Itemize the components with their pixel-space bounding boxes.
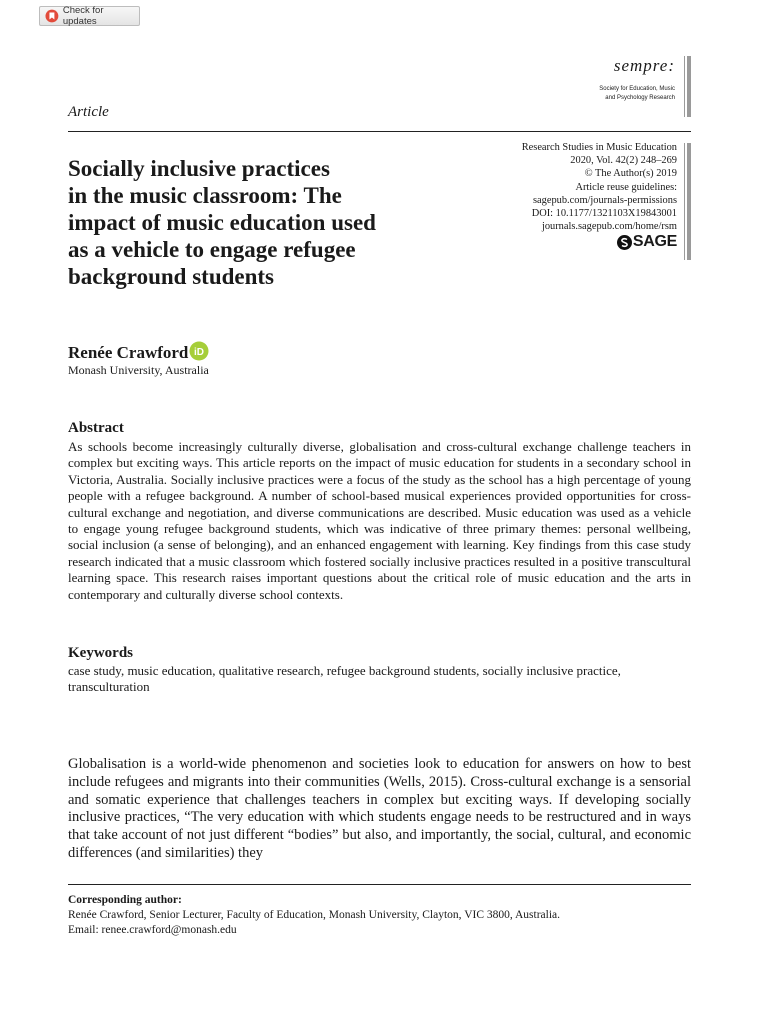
footer-divider — [68, 884, 691, 885]
orcid-icon-label: iD — [194, 347, 205, 358]
sage-logo — [617, 233, 677, 251]
publisher-name: sempre: — [613, 56, 675, 75]
sage-s-icon — [617, 235, 632, 250]
journal-doi[interactable]: DOI: 10.1177/1321103X19843001 — [531, 208, 677, 220]
check-for-updates-label: Check for updates — [62, 5, 104, 27]
abstract-text: As schools become increasingly culturally diverse, globalisation and cross-cultural exchange challenge teachers in complex but exciting ways. This article reports on the impact of music education for students in a secondary school in Victoria, Australia. Socially inclusive practices were a focus of the study as the school has a high percentage of young people with a refugee background. A number of school-based musical experiences provided opportunities for cross-cultural exchange and negotiation, and diverse communications are described. Music education was used as a vehicle to engage young refugee background students, which was indicative of three primary themes: personal wellbeing, social inclusion (a sense of belonging), and an enhanced engagement with learning. Key findings from this case study research indicated that a music classroom which fostered socially inclusive practices resulted in a positive transcultural learning space. This research raises important questions about the critical role of music education and the arts in contemporary and culturally diverse school contexts. — [68, 439, 691, 602]
article-title-line5: background students — [68, 264, 275, 289]
abstract-heading: Abstract — [68, 420, 124, 436]
journal-copyright: © The Author(s) 2019 — [584, 168, 677, 180]
body-paragraph: Globalisation is a world-wide phenomenon and societies look to education for answers on how to best include refugees and migrants into their communities (Wells, 2015). Cross-cultural exchange is a sensorial and somatic experience that challenges teachers in complex but exciting ways. If developing socially inclusive practices, “The very education with which students engage needs to be restructured and in ways that take account of not just different “bodies” but also, and importantly, the social, cultural, and economic differences (and similarities) they — [68, 756, 691, 861]
keywords-heading: Keywords — [68, 645, 133, 661]
journal-permissions-link[interactable]: sagepub.com/journals-permissions — [532, 194, 677, 206]
article-type-label: Article — [68, 104, 109, 120]
author-name: Renée Crawford — [68, 343, 189, 362]
corresponding-author-email[interactable]: Email: renee.crawford@monash.edu — [68, 924, 237, 936]
article-title-line2: in the music classroom: The — [68, 183, 342, 208]
article-title-line4: as a vehicle to engage refugee — [68, 237, 356, 262]
sage-logo-text: SAGE — [632, 233, 677, 250]
check-for-updates-button[interactable] — [39, 6, 140, 26]
author-block — [68, 343, 209, 363]
author-affiliation: Monash University, Australia — [68, 363, 209, 377]
journal-name: Research Studies in Music Education — [521, 142, 677, 153]
journal-info — [522, 141, 677, 233]
publisher-subtitle-line2: and Psychology Research — [605, 95, 675, 101]
article-title-line1: Socially inclusive practices — [68, 156, 330, 181]
journal-volume: 2020, Vol. 42(2) 248–269 — [570, 155, 677, 167]
journal-home-link[interactable]: journals.sagepub.com/home/rsm — [541, 221, 677, 233]
article-title-line3: impact of music education used — [68, 210, 376, 235]
keywords-text: case study, music education, qualitative research, refugee background students, socially inclusive practice, transculturation — [68, 663, 621, 695]
header-divider — [68, 131, 691, 132]
orcid-icon[interactable] — [189, 341, 209, 361]
bookmark-icon — [45, 9, 59, 23]
article-title — [68, 155, 478, 290]
sempre-logo — [599, 56, 675, 103]
journal-reuse: Article reuse guidelines: — [575, 181, 677, 193]
corresponding-author-heading: Corresponding author: — [68, 894, 182, 906]
publisher-subtitle-line1: Society for Education, Music — [599, 86, 675, 92]
corresponding-author-address: Renée Crawford, Senior Lecturer, Faculty of Education, Monash University, Clayton, VIC 3800, Australia. — [68, 909, 561, 921]
publisher-subtitle — [599, 85, 675, 103]
